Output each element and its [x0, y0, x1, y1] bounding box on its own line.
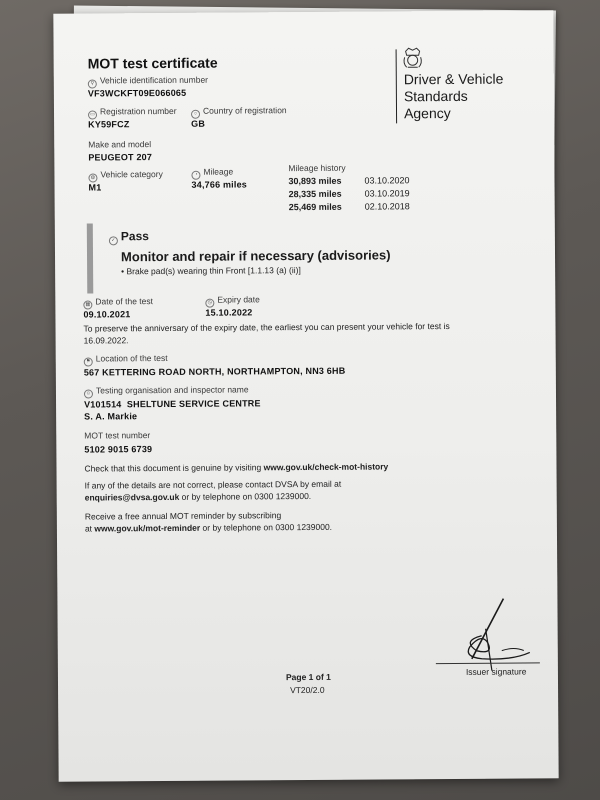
mileage-history-date-1: 03.10.2020 [364, 175, 410, 186]
agency-name-line-2: Standards [403, 87, 468, 105]
pass-icon: ✓ [109, 236, 118, 245]
vin-icon: ⚲ [88, 79, 97, 88]
contact-line-2: enquiries@dvsa.gov.uk or by telephone on 0300 1239000. [84, 490, 312, 503]
document-title: MOT test certificate [87, 54, 218, 72]
inspector-icon: ☺ [84, 389, 93, 398]
calendar-icon: ▦ [83, 300, 92, 309]
check-mot-history-link[interactable]: www.gov.uk/check-mot-history [263, 461, 389, 473]
vehicle-category-label: ◍ Vehicle category [88, 169, 162, 183]
mileage-history-miles-3: 25,469 miles [288, 201, 342, 213]
location-pin-icon: ⚑ [84, 357, 93, 366]
location-value: 567 KETTERING ROAD NORTH, NORTHAMPTON, NN3 6HB [83, 365, 346, 378]
advisories-heading: Monitor and repair if necessary (advisories) [120, 247, 391, 265]
result-bar [87, 223, 93, 293]
car-icon: ◍ [88, 173, 97, 182]
form-reference: VT20/2.0 [290, 684, 325, 696]
reminder-line-2: at www.gov.uk/mot-reminder or by telephone on 0300 1239000. [84, 521, 333, 534]
mileage-history-date-2: 03.10.2019 [364, 188, 410, 199]
test-number-label: MOT test number [84, 430, 151, 441]
test-date-value: 09.10.2021 [83, 309, 131, 320]
expiry-date-value: 15.10.2022 [205, 307, 253, 318]
anniversary-note-line-2: 16.09.2022. [83, 335, 129, 346]
contact-line-1: If any of the details are not correct, please contact DVSA by email at [84, 478, 342, 491]
page-number: Page 1 of 1 [285, 671, 331, 683]
country-label: ○ Country of registration [191, 105, 287, 119]
mileage-history-label: Mileage history [288, 162, 346, 174]
dvsa-email-link[interactable]: enquiries@dvsa.gov.uk [84, 491, 180, 503]
advisory-item: • Brake pad(s) wearing thin Front [1.1.13 (a) (ii)] [121, 265, 301, 277]
anniversary-note-line-1: To preserve the anniversary of the expiry date, the earliest you can present your vehicle for test is [83, 320, 450, 334]
test-number-value: 5102 9015 6739 [84, 444, 153, 455]
mileage-value: 34,766 miles [191, 179, 248, 190]
mileage-history-miles-1: 30,893 miles [288, 175, 342, 187]
mileage-history-miles-2: 28,335 miles [288, 188, 342, 200]
mileage-label: ◔ Mileage [191, 167, 233, 180]
expiry-icon: ◷ [205, 299, 214, 308]
expiry-date-label: ◷ Expiry date [205, 294, 260, 307]
inspector-name: S. A. Markie [84, 411, 138, 422]
mot-reminder-link[interactable]: www.gov.uk/mot-reminder [94, 522, 201, 534]
agency-name-line-3: Agency [403, 104, 451, 122]
make-model-label: Make and model [88, 139, 152, 150]
registration-value: KY59FCZ [88, 119, 130, 130]
vehicle-category-value: M1 [88, 182, 102, 193]
royal-crest-icon [402, 45, 424, 69]
reminder-line-1: Receive a free annual MOT reminder by subscribing [84, 510, 282, 522]
testing-org-label: ☺ Testing organisation and inspector name [84, 384, 249, 398]
registration-icon: ▭ [88, 110, 97, 119]
mot-certificate-page [53, 10, 558, 781]
agency-name-line-1: Driver & Vehicle [403, 70, 504, 88]
issuer-signature-label: Issuer signature [465, 666, 527, 677]
mileage-history-date-3: 02.10.2018 [364, 201, 410, 212]
make-model-value: PEUGEOT 207 [88, 152, 153, 163]
testing-org-line-1: V101514 SHELTUNE SERVICE CENTRE [84, 398, 261, 410]
globe-icon: ○ [191, 110, 200, 119]
registration-label: ▭ Registration number [88, 106, 177, 120]
genuine-check-line: Check that this document is genuine by visiting www.gov.uk/check-mot-history [84, 461, 389, 474]
pass-status: ✓ Pass [109, 229, 149, 245]
test-date-label: ▦ Date of the test [83, 296, 153, 309]
odometer-icon: ◔ [191, 171, 200, 180]
vin-value: VF3WCKFT09E066065 [87, 87, 187, 99]
vin-label: ⚲ Vehicle identification number [88, 75, 208, 89]
location-label: ⚑ Location of the test [84, 353, 168, 367]
crest-rule [396, 49, 398, 123]
country-value: GB [191, 118, 206, 129]
